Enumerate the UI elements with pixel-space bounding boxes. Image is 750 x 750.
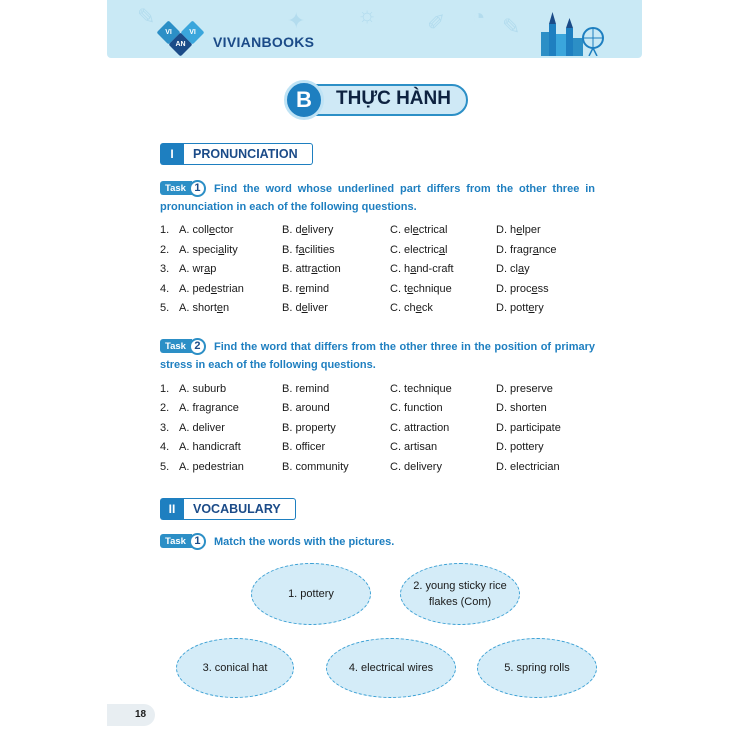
answer-option-c: C. attraction [390, 421, 450, 434]
answer-option-a [179, 302, 229, 314]
option-text: p [210, 263, 217, 276]
logo-letter: AN [175, 41, 186, 48]
decor-icon: ✦ [287, 8, 306, 33]
option-text: ck [421, 302, 433, 315]
underlined-part: a [298, 243, 305, 256]
task-number: 1 [189, 533, 206, 550]
underlined-part: a [410, 263, 417, 276]
answer-option-b [282, 263, 341, 275]
logo-letter: VI [165, 29, 172, 36]
option-text: y [524, 263, 530, 276]
option-text: A. short [179, 302, 217, 315]
underlined-part: e [407, 282, 414, 295]
answer-option-c [390, 263, 454, 275]
underlined-part: a [311, 263, 318, 276]
underlined-part: a [204, 263, 211, 276]
option-text: ss [537, 282, 549, 295]
logo-diamond [180, 20, 204, 44]
option-text: nd-craft [416, 263, 454, 276]
option-text: cilities [304, 243, 335, 256]
decor-icon: ✎ [502, 14, 521, 39]
part-name: PRONUNCIATION [184, 143, 313, 165]
brand-logo [157, 18, 205, 60]
answer-option-b: B. community [282, 460, 349, 473]
task-label: Task [160, 534, 192, 548]
answer-option-a [179, 283, 244, 295]
section-title: THỰC HÀNH [336, 88, 451, 109]
option-text: lper [522, 224, 541, 236]
answer-option-d [496, 263, 530, 275]
task-instruction: Match the words with the pictures. [214, 536, 395, 548]
answer-option-a [179, 224, 233, 236]
answer-option-d: D. participate [496, 421, 561, 434]
option-text: B. d [282, 302, 302, 315]
option-text: livery [307, 224, 334, 236]
part-header-pronunciation [160, 143, 313, 165]
answer-option-d [496, 302, 544, 314]
task-label: Task [160, 181, 192, 195]
word-ellipse: 4. electrical wires [326, 638, 456, 698]
answer-option-b: B. remind [282, 383, 330, 395]
decor-icon: ✐ [427, 10, 446, 35]
underlined-part: e [301, 224, 308, 236]
answer-option-a: A. handicraft [179, 441, 241, 454]
section-letter-badge: B [284, 80, 324, 120]
option-text: B. attr [282, 263, 312, 276]
underlined-part: a [218, 243, 225, 256]
task-number: 1 [189, 180, 206, 197]
part-name: VOCABULARY [184, 498, 296, 520]
question-number: 2. [160, 243, 170, 256]
question-number: 5. [160, 460, 170, 473]
question-number: 1. [160, 224, 170, 236]
option-text: lity [224, 243, 238, 256]
answer-option-a: A. pedestrian [179, 460, 244, 473]
page-number-tab [107, 704, 155, 726]
question-number: 3. [160, 263, 170, 276]
task-instruction: Find the word whose underlined part differs from the other three in pronunciation in each of the following questions. [160, 183, 595, 213]
answer-option-a [179, 244, 238, 256]
option-text: C. electric [390, 243, 439, 256]
option-text: D. fragr [496, 243, 533, 256]
option-text: liver [307, 302, 328, 315]
option-text: D. proc [496, 282, 532, 295]
underlined-part: e [208, 224, 216, 236]
option-text: D. pott [496, 302, 529, 315]
answer-option-c [390, 283, 452, 295]
option-text: C. el [390, 224, 413, 236]
option-text: D. h [496, 224, 517, 236]
option-text: B. f [282, 243, 299, 256]
answer-option-d: D. electrician [496, 460, 560, 473]
question-number: 1. [160, 383, 170, 395]
question-number: 4. [160, 441, 170, 454]
option-text: C. h [390, 263, 411, 276]
answer-option-c [390, 302, 433, 314]
answer-option-b [282, 244, 335, 256]
option-text: strian [216, 282, 244, 295]
answer-option-a: A. fragrance [179, 402, 239, 415]
answer-option-c: C. function [390, 402, 443, 415]
answer-option-d [496, 244, 557, 256]
answer-option-c: C. technique [390, 383, 452, 395]
answer-option-b: B. around [282, 402, 330, 415]
answer-option-b [282, 302, 328, 314]
question-number: 5. [160, 302, 170, 315]
underlined-part: e [210, 282, 217, 295]
answer-option-a [179, 263, 216, 275]
part-header-vocabulary [160, 498, 296, 520]
part-roman-numeral: II [160, 498, 184, 520]
answer-option-b [282, 283, 329, 295]
option-text: ctor [215, 224, 234, 236]
option-text: ry [534, 302, 544, 315]
word-ellipse: 1. pottery [251, 563, 371, 625]
option-text: nce [538, 243, 557, 256]
answer-option-c: C. artisan [390, 441, 438, 454]
decor-icon: ◔ [472, 4, 486, 29]
answer-option-d [496, 224, 541, 236]
option-text: A. wr [179, 263, 205, 276]
option-text: A. speci [179, 243, 219, 256]
underlined-part: a [438, 243, 446, 256]
answer-option-c [390, 244, 447, 256]
underlined-part: e [531, 282, 538, 295]
underlined-part: e [415, 302, 422, 315]
option-text: C. ch [390, 302, 416, 315]
brand-name: VIVIANBOOKS [213, 34, 315, 50]
answer-option-c [390, 224, 447, 236]
answer-option-b [282, 224, 333, 236]
option-text: D. cl [496, 263, 518, 276]
task-number: 2 [189, 338, 206, 355]
option-text: A. ped [179, 282, 211, 295]
answer-option-b: B. officer [282, 441, 326, 454]
answer-option-a: A. suburb [179, 383, 227, 395]
task-instruction: Find the word that differs from the other three in the position of primary stress in each of the following questions. [160, 341, 595, 371]
question-number: 4. [160, 282, 170, 295]
underlined-part: e [216, 302, 224, 315]
option-text: B. d [282, 224, 302, 236]
answer-option-d: D. pottery [496, 441, 544, 454]
underlined-part: e [299, 282, 306, 295]
decor-icon: ✎ [137, 4, 156, 29]
answer-option-b: B. property [282, 421, 336, 434]
part-roman-numeral: I [160, 143, 184, 165]
answer-option-d: D. shorten [496, 402, 547, 415]
option-text: l [445, 243, 448, 256]
option-text: ctrical [418, 224, 448, 236]
option-text: A. coll [179, 224, 209, 236]
question-number: 3. [160, 421, 170, 434]
underlined-part: e [301, 302, 308, 315]
answer-option-d: D. preserve [496, 383, 553, 395]
option-text: ction [317, 263, 341, 276]
underlined-part: a [532, 243, 539, 256]
option-text: B. r [282, 282, 300, 295]
underlined-part: e [528, 302, 535, 315]
option-text: n [223, 302, 230, 315]
option-text: mind [305, 282, 330, 295]
word-ellipse: 2. young sticky rice flakes (Com) [400, 563, 520, 625]
option-text: C. t [390, 282, 408, 295]
word-ellipse: 3. conical hat [176, 638, 294, 698]
word-ellipse: 5. spring rolls [477, 638, 597, 698]
decor-icon: ☼ [357, 2, 378, 27]
answer-option-c: C. delivery [390, 460, 442, 473]
answer-option-a: A. deliver [179, 421, 225, 434]
logo-letter: VI [189, 29, 196, 36]
city-skyline-icon [537, 8, 607, 56]
page-number: 18 [135, 709, 147, 720]
underlined-part: e [516, 224, 523, 236]
underlined-part: a [518, 263, 525, 276]
answer-option-d [496, 283, 549, 295]
task-label: Task [160, 339, 192, 353]
underlined-part: e [412, 224, 419, 236]
question-number: 2. [160, 402, 170, 415]
option-text: chnique [413, 282, 452, 295]
